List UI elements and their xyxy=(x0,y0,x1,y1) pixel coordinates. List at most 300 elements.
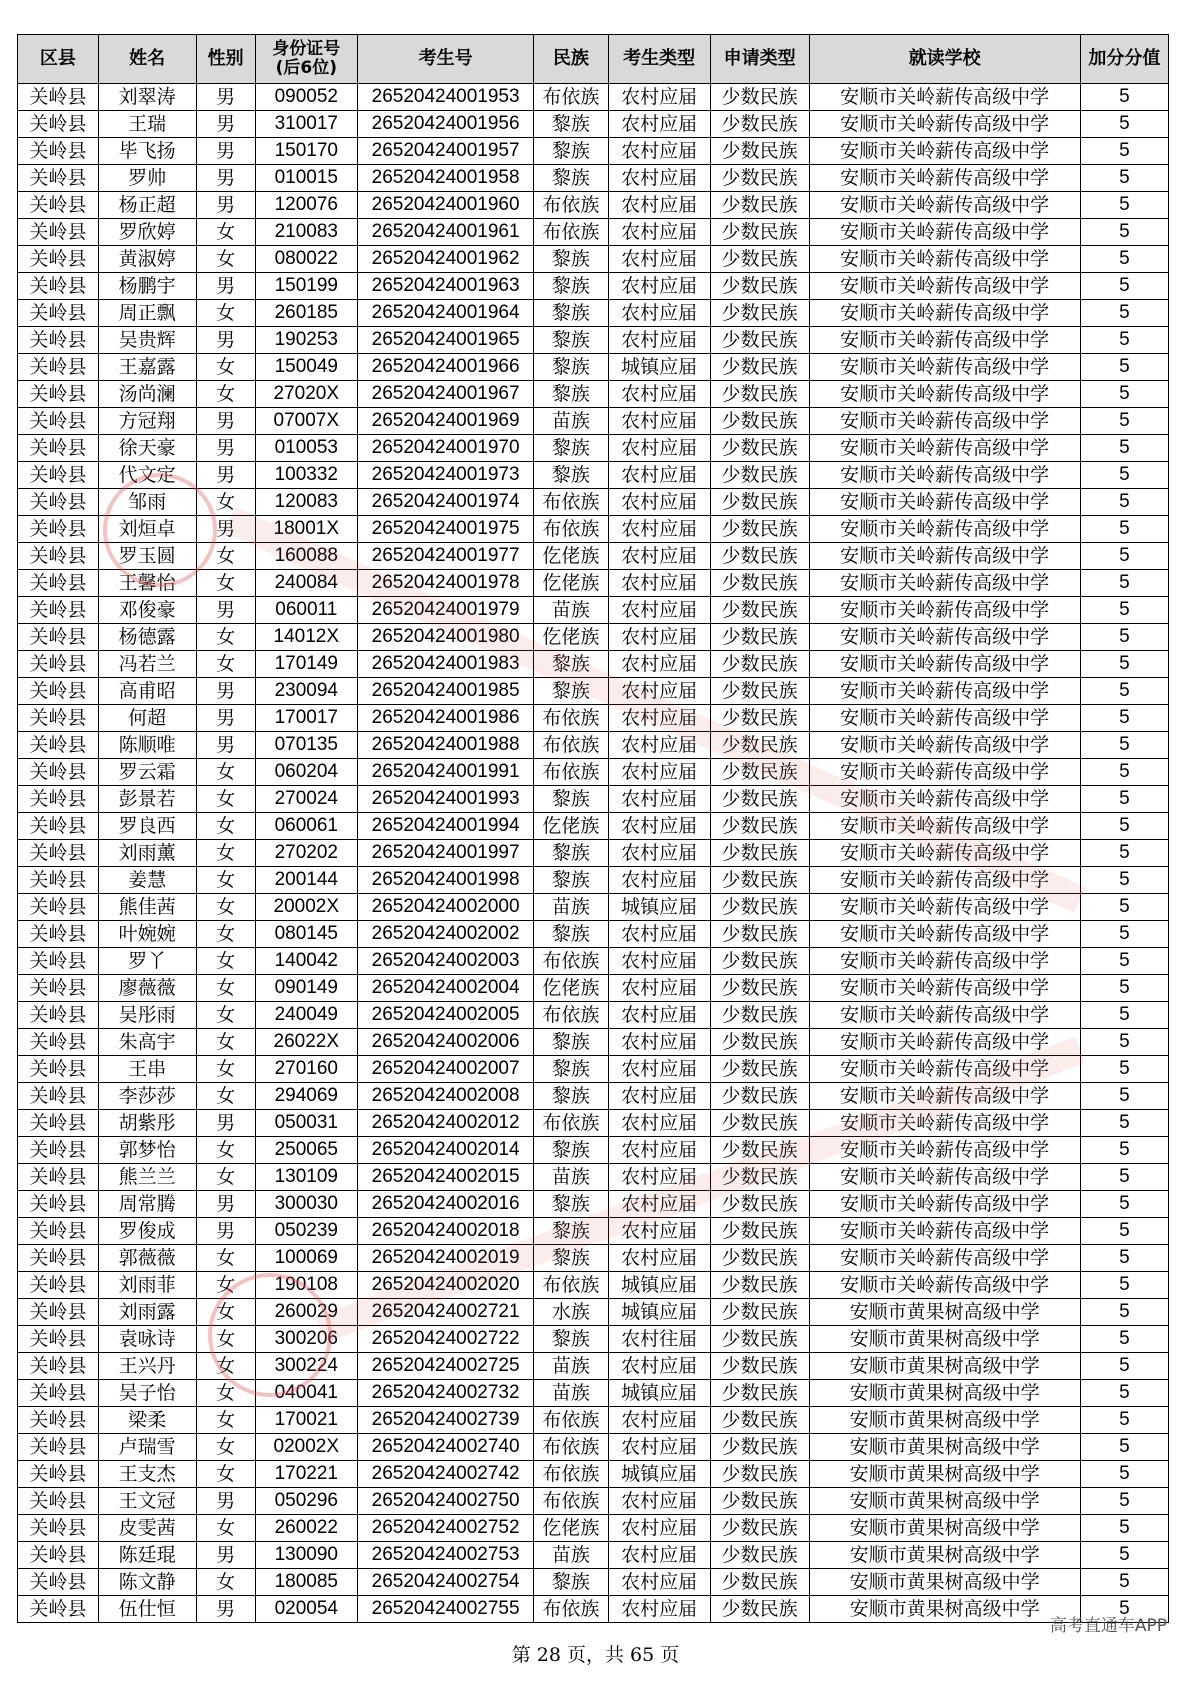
cell-application-type: 少数民族 xyxy=(710,408,809,435)
cell-application-type: 少数民族 xyxy=(710,84,809,111)
cell-school: 安顺市关岭薪传高级中学 xyxy=(809,1245,1080,1272)
cell-id-last6: 080145 xyxy=(255,921,357,948)
cell-application-type: 少数民族 xyxy=(710,1083,809,1110)
cell-school: 安顺市关岭薪传高级中学 xyxy=(809,678,1080,705)
cell-name: 熊兰兰 xyxy=(98,1164,196,1191)
cell-application-type: 少数民族 xyxy=(710,570,809,597)
cell-district: 关岭县 xyxy=(18,300,99,327)
cell-name: 陈文静 xyxy=(98,1569,196,1596)
cell-name: 王瑞 xyxy=(98,111,196,138)
cell-name: 邹雨 xyxy=(98,489,196,516)
cell-district: 关岭县 xyxy=(18,786,99,813)
cell-school: 安顺市黄果树高级中学 xyxy=(809,1542,1080,1569)
cell-candidate-type: 农村应届 xyxy=(608,1002,710,1029)
cell-district: 关岭县 xyxy=(18,1083,99,1110)
cell-bonus-points: 5 xyxy=(1080,1272,1168,1299)
cell-application-type: 少数民族 xyxy=(710,1596,809,1623)
table-row xyxy=(18,1164,1169,1191)
cell-id-last6: 060204 xyxy=(255,759,357,786)
cell-candidate-type: 农村应届 xyxy=(608,786,710,813)
cell-district: 关岭县 xyxy=(18,219,99,246)
cell-application-type: 少数民族 xyxy=(710,1218,809,1245)
cell-ethnicity: 布依族 xyxy=(534,1002,608,1029)
cell-exam-number: 26520424001988 xyxy=(357,732,533,759)
cell-ethnicity: 黎族 xyxy=(534,111,608,138)
cell-application-type: 少数民族 xyxy=(710,1515,809,1542)
cell-exam-number: 26520424001953 xyxy=(357,84,533,111)
cell-application-type: 少数民族 xyxy=(710,1272,809,1299)
table-row xyxy=(18,1245,1169,1272)
cell-application-type: 少数民族 xyxy=(710,165,809,192)
cell-ethnicity: 仡佬族 xyxy=(534,570,608,597)
cell-name: 周正飘 xyxy=(98,300,196,327)
cell-id-last6: 270160 xyxy=(255,1056,357,1083)
cell-school: 安顺市关岭薪传高级中学 xyxy=(809,1191,1080,1218)
cell-exam-number: 26520424001983 xyxy=(357,651,533,678)
table-row xyxy=(18,462,1169,489)
cell-name: 黄淑婷 xyxy=(98,246,196,273)
cell-id-last6: 130090 xyxy=(255,1542,357,1569)
cell-name: 罗良西 xyxy=(98,813,196,840)
cell-candidate-type: 农村应届 xyxy=(608,570,710,597)
cell-name: 罗帅 xyxy=(98,165,196,192)
cell-ethnicity: 布依族 xyxy=(534,948,608,975)
cell-application-type: 少数民族 xyxy=(710,435,809,462)
cell-gender: 女 xyxy=(196,867,255,894)
cell-exam-number: 26520424001969 xyxy=(357,408,533,435)
cell-district: 关岭县 xyxy=(18,381,99,408)
table-row xyxy=(18,894,1169,921)
cell-id-last6: 130109 xyxy=(255,1164,357,1191)
cell-district: 关岭县 xyxy=(18,408,99,435)
cell-id-last6: 170149 xyxy=(255,651,357,678)
cell-exam-number: 26520424002722 xyxy=(357,1326,533,1353)
cell-id-last6: 260185 xyxy=(255,300,357,327)
cell-id-last6: 150049 xyxy=(255,354,357,381)
table-row xyxy=(18,1002,1169,1029)
table-row xyxy=(18,1137,1169,1164)
table-row xyxy=(18,1218,1169,1245)
cell-id-last6: 170221 xyxy=(255,1461,357,1488)
cell-bonus-points: 5 xyxy=(1080,219,1168,246)
cell-gender: 男 xyxy=(196,1110,255,1137)
cell-gender: 女 xyxy=(196,786,255,813)
cell-ethnicity: 仡佬族 xyxy=(534,543,608,570)
cell-application-type: 少数民族 xyxy=(710,813,809,840)
table-row xyxy=(18,597,1169,624)
cell-name: 周常腾 xyxy=(98,1191,196,1218)
cell-candidate-type: 农村应届 xyxy=(608,1542,710,1569)
app-watermark-text: 高考直通车APP xyxy=(1049,1616,1167,1636)
cell-district: 关岭县 xyxy=(18,840,99,867)
cell-gender: 男 xyxy=(196,192,255,219)
cell-gender: 男 xyxy=(196,111,255,138)
cell-candidate-type: 农村应届 xyxy=(608,1434,710,1461)
cell-gender: 男 xyxy=(196,462,255,489)
cell-name: 刘雨薰 xyxy=(98,840,196,867)
cell-bonus-points: 5 xyxy=(1080,273,1168,300)
cell-candidate-type: 城镇应届 xyxy=(608,1380,710,1407)
cell-gender: 男 xyxy=(196,1191,255,1218)
table-body xyxy=(18,84,1169,1623)
cell-ethnicity: 水族 xyxy=(534,1299,608,1326)
cell-gender: 男 xyxy=(196,516,255,543)
cell-gender: 男 xyxy=(196,1542,255,1569)
cell-district: 关岭县 xyxy=(18,1515,99,1542)
cell-name: 姜慧 xyxy=(98,867,196,894)
cell-candidate-type: 城镇应届 xyxy=(608,1461,710,1488)
cell-id-last6: 070135 xyxy=(255,732,357,759)
cell-name: 熊佳茜 xyxy=(98,894,196,921)
cell-candidate-type: 农村应届 xyxy=(608,732,710,759)
cell-gender: 男 xyxy=(196,435,255,462)
cell-candidate-type: 农村应届 xyxy=(608,759,710,786)
cell-name: 方冠翔 xyxy=(98,408,196,435)
cell-gender: 男 xyxy=(196,165,255,192)
cell-id-last6: 090149 xyxy=(255,975,357,1002)
table-row xyxy=(18,1596,1169,1623)
cell-district: 关岭县 xyxy=(18,84,99,111)
cell-gender: 女 xyxy=(196,300,255,327)
cell-ethnicity: 布依族 xyxy=(534,732,608,759)
cell-school: 安顺市关岭薪传高级中学 xyxy=(809,111,1080,138)
cell-candidate-type: 农村应届 xyxy=(608,921,710,948)
cell-application-type: 少数民族 xyxy=(710,1191,809,1218)
header-id-last6: 身份证号 (后6位) xyxy=(255,35,357,84)
cell-candidate-type: 农村应届 xyxy=(608,111,710,138)
cell-exam-number: 26520424002002 xyxy=(357,921,533,948)
cell-ethnicity: 布依族 xyxy=(534,1407,608,1434)
cell-name: 罗俊成 xyxy=(98,1218,196,1245)
cell-exam-number: 26520424002005 xyxy=(357,1002,533,1029)
cell-ethnicity: 黎族 xyxy=(534,1137,608,1164)
cell-id-last6: 310017 xyxy=(255,111,357,138)
cell-ethnicity: 黎族 xyxy=(534,1056,608,1083)
table-row xyxy=(18,1110,1169,1137)
table-row xyxy=(18,948,1169,975)
cell-candidate-type: 农村应届 xyxy=(608,1083,710,1110)
cell-ethnicity: 黎族 xyxy=(534,1326,608,1353)
cell-candidate-type: 农村应届 xyxy=(608,165,710,192)
cell-school: 安顺市关岭薪传高级中学 xyxy=(809,408,1080,435)
table-row xyxy=(18,300,1169,327)
cell-application-type: 少数民族 xyxy=(710,1110,809,1137)
cell-id-last6: 190108 xyxy=(255,1272,357,1299)
cell-bonus-points: 5 xyxy=(1080,1542,1168,1569)
cell-application-type: 少数民族 xyxy=(710,111,809,138)
cell-exam-number: 26520424002015 xyxy=(357,1164,533,1191)
cell-gender: 女 xyxy=(196,489,255,516)
cell-school: 安顺市关岭薪传高级中学 xyxy=(809,1110,1080,1137)
cell-district: 关岭县 xyxy=(18,543,99,570)
cell-id-last6: 140042 xyxy=(255,948,357,975)
cell-district: 关岭县 xyxy=(18,894,99,921)
cell-gender: 女 xyxy=(196,1164,255,1191)
cell-exam-number: 26520424001979 xyxy=(357,597,533,624)
cell-application-type: 少数民族 xyxy=(710,543,809,570)
cell-gender: 女 xyxy=(196,1272,255,1299)
cell-gender: 女 xyxy=(196,948,255,975)
cell-ethnicity: 布依族 xyxy=(534,516,608,543)
cell-exam-number: 26520424002000 xyxy=(357,894,533,921)
cell-application-type: 少数民族 xyxy=(710,921,809,948)
cell-bonus-points: 5 xyxy=(1080,1326,1168,1353)
cell-application-type: 少数民族 xyxy=(710,894,809,921)
cell-gender: 女 xyxy=(196,975,255,1002)
cell-application-type: 少数民族 xyxy=(710,975,809,1002)
table-row xyxy=(18,1029,1169,1056)
cell-school: 安顺市黄果树高级中学 xyxy=(809,1488,1080,1515)
table-row xyxy=(18,192,1169,219)
cell-ethnicity: 黎族 xyxy=(534,1191,608,1218)
cell-gender: 女 xyxy=(196,543,255,570)
cell-district: 关岭县 xyxy=(18,1488,99,1515)
cell-name: 伍仕恒 xyxy=(98,1596,196,1623)
cell-candidate-type: 农村应届 xyxy=(608,975,710,1002)
cell-ethnicity: 黎族 xyxy=(534,165,608,192)
cell-name: 高甫昭 xyxy=(98,678,196,705)
cell-id-last6: 250065 xyxy=(255,1137,357,1164)
cell-gender: 女 xyxy=(196,1056,255,1083)
cell-gender: 男 xyxy=(196,1488,255,1515)
cell-application-type: 少数民族 xyxy=(710,1353,809,1380)
cell-candidate-type: 农村应届 xyxy=(608,1596,710,1623)
cell-district: 关岭县 xyxy=(18,327,99,354)
cell-bonus-points: 5 xyxy=(1080,813,1168,840)
table-row xyxy=(18,759,1169,786)
cell-candidate-type: 城镇应届 xyxy=(608,894,710,921)
cell-bonus-points: 5 xyxy=(1080,1137,1168,1164)
cell-id-last6: 010015 xyxy=(255,165,357,192)
cell-gender: 女 xyxy=(196,1515,255,1542)
table-row xyxy=(18,813,1169,840)
cell-ethnicity: 苗族 xyxy=(534,1164,608,1191)
table-row xyxy=(18,1299,1169,1326)
cell-application-type: 少数民族 xyxy=(710,1245,809,1272)
cell-bonus-points: 5 xyxy=(1080,1434,1168,1461)
cell-bonus-points: 5 xyxy=(1080,1299,1168,1326)
cell-school: 安顺市关岭薪传高级中学 xyxy=(809,327,1080,354)
header-district: 区县 xyxy=(18,35,99,84)
table-row xyxy=(18,1083,1169,1110)
cell-school: 安顺市关岭薪传高级中学 xyxy=(809,948,1080,975)
cell-ethnicity: 仡佬族 xyxy=(534,813,608,840)
cell-id-last6: 18001X xyxy=(255,516,357,543)
cell-id-last6: 200144 xyxy=(255,867,357,894)
cell-bonus-points: 5 xyxy=(1080,1245,1168,1272)
cell-bonus-points: 5 xyxy=(1080,1191,1168,1218)
cell-exam-number: 26520424001998 xyxy=(357,867,533,894)
cell-ethnicity: 黎族 xyxy=(534,1218,608,1245)
cell-id-last6: 010053 xyxy=(255,435,357,462)
cell-id-last6: 260029 xyxy=(255,1299,357,1326)
cell-id-last6: 090052 xyxy=(255,84,357,111)
cell-bonus-points: 5 xyxy=(1080,435,1168,462)
cell-candidate-type: 农村应届 xyxy=(608,1245,710,1272)
table-row xyxy=(18,1380,1169,1407)
cell-ethnicity: 布依族 xyxy=(534,1596,608,1623)
cell-application-type: 少数民族 xyxy=(710,1434,809,1461)
cell-gender: 女 xyxy=(196,813,255,840)
cell-bonus-points: 5 xyxy=(1080,192,1168,219)
cell-candidate-type: 农村应届 xyxy=(608,84,710,111)
cell-id-last6: 260022 xyxy=(255,1515,357,1542)
cell-district: 关岭县 xyxy=(18,813,99,840)
cell-district: 关岭县 xyxy=(18,1002,99,1029)
cell-candidate-type: 农村应届 xyxy=(608,192,710,219)
cell-application-type: 少数民族 xyxy=(710,462,809,489)
cell-application-type: 少数民族 xyxy=(710,516,809,543)
table-row xyxy=(18,1461,1169,1488)
cell-district: 关岭县 xyxy=(18,111,99,138)
cell-ethnicity: 布依族 xyxy=(534,1461,608,1488)
cell-name: 李莎莎 xyxy=(98,1083,196,1110)
cell-exam-number: 26520424001964 xyxy=(357,300,533,327)
table-row xyxy=(18,1326,1169,1353)
table-row xyxy=(18,651,1169,678)
cell-candidate-type: 城镇应届 xyxy=(608,1299,710,1326)
table-row xyxy=(18,111,1169,138)
cell-exam-number: 26520424001962 xyxy=(357,246,533,273)
cell-gender: 女 xyxy=(196,921,255,948)
cell-application-type: 少数民族 xyxy=(710,1542,809,1569)
cell-ethnicity: 布依族 xyxy=(534,192,608,219)
cell-ethnicity: 黎族 xyxy=(534,462,608,489)
table-row xyxy=(18,165,1169,192)
cell-school: 安顺市关岭薪传高级中学 xyxy=(809,786,1080,813)
cell-school: 安顺市关岭薪传高级中学 xyxy=(809,1272,1080,1299)
cell-school: 安顺市关岭薪传高级中学 xyxy=(809,867,1080,894)
cell-name: 陈廷琨 xyxy=(98,1542,196,1569)
cell-candidate-type: 农村应届 xyxy=(608,138,710,165)
table-row xyxy=(18,624,1169,651)
cell-bonus-points: 5 xyxy=(1080,1083,1168,1110)
cell-district: 关岭县 xyxy=(18,975,99,1002)
cell-ethnicity: 布依族 xyxy=(534,759,608,786)
cell-exam-number: 26520424002018 xyxy=(357,1218,533,1245)
cell-bonus-points: 5 xyxy=(1080,597,1168,624)
cell-application-type: 少数民族 xyxy=(710,489,809,516)
table-row xyxy=(18,219,1169,246)
cell-exam-number: 26520424001973 xyxy=(357,462,533,489)
cell-gender: 女 xyxy=(196,1353,255,1380)
cell-bonus-points: 5 xyxy=(1080,786,1168,813)
cell-id-last6: 120083 xyxy=(255,489,357,516)
cell-application-type: 少数民族 xyxy=(710,138,809,165)
cell-id-last6: 040041 xyxy=(255,1380,357,1407)
cell-id-last6: 20002X xyxy=(255,894,357,921)
cell-exam-number: 26520424002752 xyxy=(357,1515,533,1542)
cell-candidate-type: 农村应届 xyxy=(608,462,710,489)
cell-bonus-points: 5 xyxy=(1080,381,1168,408)
cell-candidate-type: 农村应届 xyxy=(608,705,710,732)
cell-district: 关岭县 xyxy=(18,1137,99,1164)
cell-gender: 女 xyxy=(196,1002,255,1029)
page-number: 第 28 页，共 65 页 xyxy=(511,1644,680,1666)
cell-exam-number: 26520424001978 xyxy=(357,570,533,597)
cell-bonus-points: 5 xyxy=(1080,111,1168,138)
cell-exam-number: 26520424002742 xyxy=(357,1461,533,1488)
cell-name: 杨正超 xyxy=(98,192,196,219)
cell-name: 王嘉露 xyxy=(98,354,196,381)
cell-candidate-type: 农村应届 xyxy=(608,651,710,678)
cell-candidate-type: 农村往届 xyxy=(608,1326,710,1353)
cell-district: 关岭县 xyxy=(18,1407,99,1434)
cell-application-type: 少数民族 xyxy=(710,867,809,894)
cell-candidate-type: 农村应届 xyxy=(608,543,710,570)
cell-gender: 女 xyxy=(196,624,255,651)
table-row xyxy=(18,516,1169,543)
cell-exam-number: 26520424002003 xyxy=(357,948,533,975)
table-row xyxy=(18,1569,1169,1596)
cell-school: 安顺市关岭薪传高级中学 xyxy=(809,192,1080,219)
cell-bonus-points: 5 xyxy=(1080,570,1168,597)
cell-application-type: 少数民族 xyxy=(710,219,809,246)
cell-name: 王兴丹 xyxy=(98,1353,196,1380)
cell-name: 杨鹏宇 xyxy=(98,273,196,300)
cell-school: 安顺市关岭薪传高级中学 xyxy=(809,489,1080,516)
table-row xyxy=(18,1488,1169,1515)
cell-id-last6: 060061 xyxy=(255,813,357,840)
cell-gender: 女 xyxy=(196,1569,255,1596)
cell-school: 安顺市关岭薪传高级中学 xyxy=(809,381,1080,408)
cell-gender: 男 xyxy=(196,408,255,435)
cell-bonus-points: 5 xyxy=(1080,1164,1168,1191)
table-row xyxy=(18,354,1169,381)
cell-bonus-points: 5 xyxy=(1080,327,1168,354)
cell-application-type: 少数民族 xyxy=(710,732,809,759)
cell-candidate-type: 农村应届 xyxy=(608,516,710,543)
header-name: 姓名 xyxy=(98,35,196,84)
cell-bonus-points: 5 xyxy=(1080,840,1168,867)
cell-id-last6: 050239 xyxy=(255,1218,357,1245)
table-row xyxy=(18,1515,1169,1542)
cell-school: 安顺市关岭薪传高级中学 xyxy=(809,759,1080,786)
cell-gender: 男 xyxy=(196,327,255,354)
cell-district: 关岭县 xyxy=(18,516,99,543)
cell-candidate-type: 农村应届 xyxy=(608,813,710,840)
cell-application-type: 少数民族 xyxy=(710,1137,809,1164)
cell-candidate-type: 农村应届 xyxy=(608,1488,710,1515)
cell-candidate-type: 农村应届 xyxy=(608,840,710,867)
table-row xyxy=(18,273,1169,300)
cell-candidate-type: 农村应届 xyxy=(608,597,710,624)
table-row xyxy=(18,975,1169,1002)
cell-ethnicity: 黎族 xyxy=(534,786,608,813)
cell-school: 安顺市关岭薪传高级中学 xyxy=(809,840,1080,867)
cell-ethnicity: 黎族 xyxy=(534,381,608,408)
table-row xyxy=(18,246,1169,273)
cell-exam-number: 26520424001980 xyxy=(357,624,533,651)
cell-exam-number: 26520424001993 xyxy=(357,786,533,813)
cell-exam-number: 26520424002740 xyxy=(357,1434,533,1461)
cell-bonus-points: 5 xyxy=(1080,1407,1168,1434)
table-row xyxy=(18,435,1169,462)
cell-name: 罗玉圆 xyxy=(98,543,196,570)
cell-exam-number: 26520424001961 xyxy=(357,219,533,246)
cell-id-last6: 170017 xyxy=(255,705,357,732)
cell-district: 关岭县 xyxy=(18,732,99,759)
cell-district: 关岭县 xyxy=(18,246,99,273)
cell-candidate-type: 农村应届 xyxy=(608,273,710,300)
cell-exam-number: 26520424001965 xyxy=(357,327,533,354)
cell-application-type: 少数民族 xyxy=(710,624,809,651)
cell-ethnicity: 仡佬族 xyxy=(534,975,608,1002)
cell-bonus-points: 5 xyxy=(1080,516,1168,543)
cell-exam-number: 26520424001985 xyxy=(357,678,533,705)
cell-ethnicity: 黎族 xyxy=(534,273,608,300)
cell-name: 吴彤雨 xyxy=(98,1002,196,1029)
